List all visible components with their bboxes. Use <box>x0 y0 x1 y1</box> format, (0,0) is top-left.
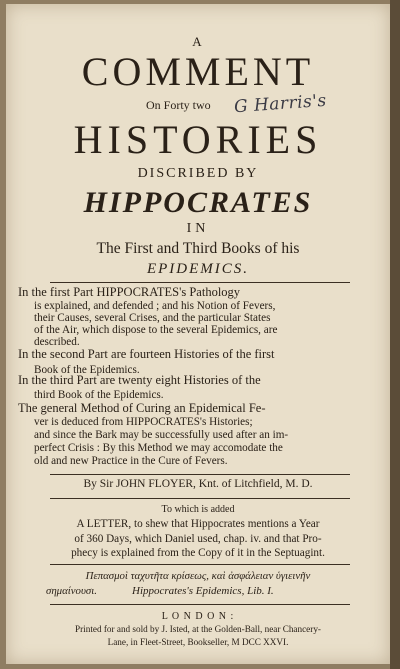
title-page <box>6 4 390 664</box>
book-edge <box>390 0 400 669</box>
title-in: IN <box>186 221 210 236</box>
greek-source: Hippocrates's Epidemics, Lib. I. <box>132 585 274 597</box>
contents-line: described. <box>34 336 80 348</box>
divider <box>50 474 350 475</box>
contents-line: and since the Bark may be successfully used after an im- <box>34 429 289 441</box>
title-article: A <box>192 34 204 49</box>
title-books: The First and Third Books of his <box>96 240 300 257</box>
letter-line: of 360 Days, which Daniel used, chap. iv. and that Pro- <box>74 533 322 545</box>
title-histories: HISTORIES <box>73 117 323 162</box>
added-line: To which is added <box>161 504 235 515</box>
divider <box>50 604 350 605</box>
contents-line: Book of the Epidemics. <box>34 364 140 376</box>
handwritten-signature: G Harris's <box>233 90 328 118</box>
title-epidemics: EPIDEMICS. <box>146 261 250 277</box>
contents-line: old and new Practice in the Cure of Fevers. <box>34 455 228 467</box>
divider <box>50 282 350 283</box>
title-comment: COMMENT <box>81 49 315 94</box>
contents-line: of the Air, which dispose to the several Epidemics, are <box>34 324 278 336</box>
divider <box>50 564 350 565</box>
contents-line: ver is deduced from HIPPOCRATES's Histories; <box>34 416 253 428</box>
contents-line: In the second Part are fourteen Histories of the first <box>18 347 275 361</box>
letter-line: A LETTER, to shew that Hippocrates mentions a Year <box>76 518 320 530</box>
contents-line: The general Method of Curing an Epidemical Fe- <box>18 401 266 415</box>
imprint-line: Printed for and sold by J. Isted, at the Golden-Ball, near Chancery- <box>75 624 321 634</box>
letter-line: phecy is explained from the Copy of it in the Septuagint. <box>71 547 325 559</box>
imprint-line: Lane, in Fleet-Street, Bookseller, M DCC XXVI. <box>107 637 289 647</box>
contents-line: perfect Crisis : By this Method we may accomodate the <box>34 442 283 454</box>
title-described-by: DISCRIBED BY <box>137 166 259 181</box>
title-on-forty-two: On Forty two <box>146 98 211 112</box>
divider <box>50 498 350 499</box>
title-hippocrates: HIPPOCRATES <box>83 186 313 219</box>
contents-line: their Causes, several Crises, and the particular States <box>34 312 271 324</box>
contents-line: In the third Part are twenty eight Histories of the <box>18 373 261 387</box>
contents-line: is explained, and defended ; and his Notion of Fevers, <box>34 300 276 312</box>
contents-line: In the first Part HIPPOCRATES's Pathology <box>18 285 241 299</box>
greek-motto-end: σημαίνουσι. <box>46 585 97 597</box>
contents-line: third Book of the Epidemics. <box>34 389 164 401</box>
author-line: By Sir JOHN FLOYER, Knt. of Litchfield, M. D. <box>83 478 313 490</box>
imprint-place: L O N D O N : <box>161 611 235 622</box>
greek-motto: Πεπασμοὶ ταχυτῆτα κρίσεως, καὶ ἀσφάλειαν ὑγιεινῆν <box>85 570 311 582</box>
